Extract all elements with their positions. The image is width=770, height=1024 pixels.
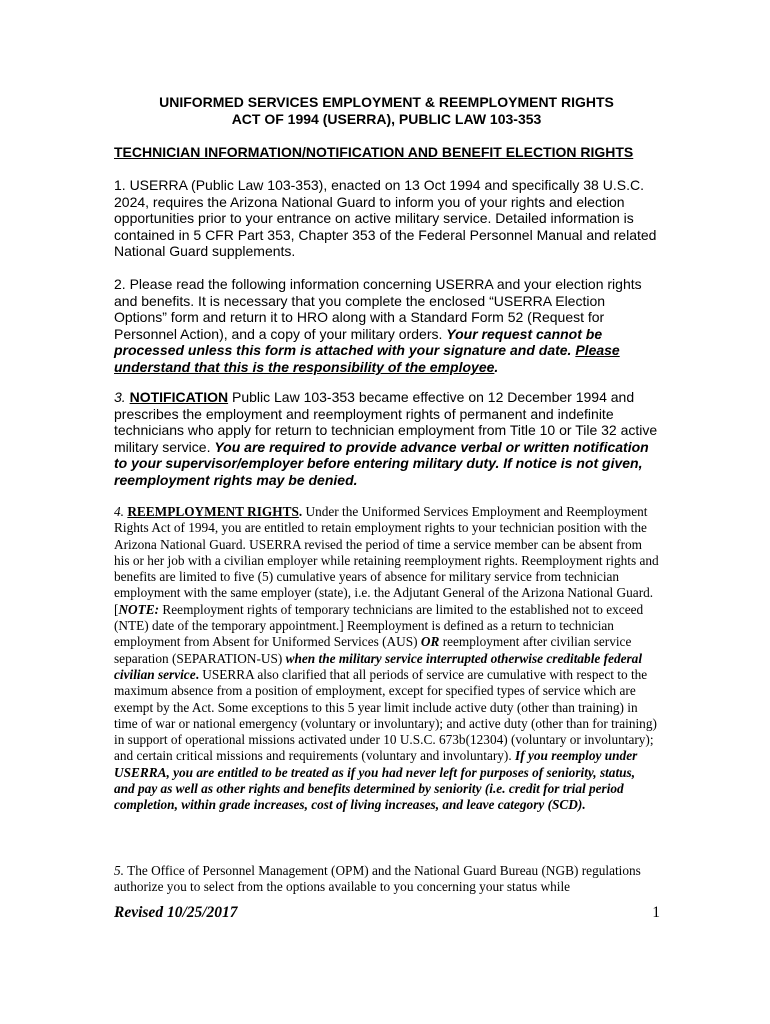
paragraph-2-responsibility: Please understand that this is the responsibility of the employee <box>114 342 620 375</box>
document-title <box>114 94 659 127</box>
paragraph-2-warning: Your request cannot be processed unless this form is attached with your signature and date. <box>114 325 603 359</box>
paragraph-5 <box>114 863 659 896</box>
paragraph-2-text: 2. Please read the following information concerning USERRA and your election rights and benefits. It is necessary that you complete the enclosed “USERRA Election Options” form and return it to HRO along with a Standard Form 52 (Request for Personnel Action), and a copy of your military orders. <box>114 276 642 342</box>
paragraph-4 <box>114 504 659 814</box>
paragraph-5-number: 5. <box>114 863 124 878</box>
title-line-1: UNIFORMED SERVICES EMPLOYMENT & REEMPLOYMENT RIGHTS <box>159 94 614 110</box>
paragraph-2-end: . <box>494 358 499 375</box>
paragraph-1: 1. USERRA (Public Law 103-353), enacted on 13 Oct 1994 and specifically 38 U.S.C. 2024, requires the Arizona National Guard to inform you of your rights and election opportunities prior to your entrance on active military service. Detailed information is contained in 5 CFR Part 353, Chapter 353 of the Federal Personnel Manual and related National Guard supplements. <box>114 177 657 260</box>
paragraph-3-number: 3. <box>114 389 126 405</box>
paragraph-3-warning: You are required to provide advance verbal or written notification to your supervisor/employer before entering military duty. If notice is not given, reemployment rights may be denied. <box>114 438 649 488</box>
paragraph-4-text-2: Reemployment rights of temporary technicians are limited to the established not to exceed (NTE) date of the temporary appointment.] Reemployment is defined as a return to technician employment from Absent for Uniformed Services (AUS) <box>114 601 644 650</box>
paragraph-4-text-3: reemployment after civilian service separation (SEPARATION-US) <box>114 634 632 666</box>
paragraph-4-number: 4. <box>114 504 124 519</box>
paragraph-3-text: Public Law 103-353 became effective on 12 December 1994 and prescribes the employment and reemployment rights of permanent and indefinite technicians who apply for return to technician employment from Title 10 or Tile 32 active military service. <box>114 389 658 455</box>
notification-label: NOTIFICATION <box>129 389 229 405</box>
paragraph-4-text-1: Under the Uniformed Services Employment and Reemployment Rights Act of 1994, you are entitled to retain employment rights to your technician position with the Arizona National Guard. USERRA revised the period of time a service member can be absent from his or her job with a civilian employer while retaining reemployment rights. Reemployment rights and benefits are limited to five (5) cumulative years of absence for military service from technician employment with the same employer (state), i.e. the Adjutant General of the Arizona National Guard. [ <box>114 504 659 617</box>
paragraph-2 <box>114 276 659 376</box>
paragraph-4-emphasis-1: when the military service interrupted otherwise creditable federal civilian service <box>114 650 643 682</box>
revision-date: Revised 10/25/2017 <box>114 904 238 921</box>
page-number: 1 <box>652 904 660 921</box>
reemployment-rights-label-end: . <box>298 504 303 519</box>
paragraph-3 <box>114 389 659 489</box>
paragraph-4-emphasis-2: If you reemploy under USERRA, you are entitled to be treated as if you had never left for purposes of seniority, status, and pay as well as other rights and benefits determined by seniority (i.e. credit for trial period completion, within grade increases, cost of living increases, and leave category (SCD). <box>114 748 638 813</box>
paragraph-4-emphasis-1-end: . <box>195 666 199 682</box>
paragraph-5-text: The Office of Personnel Management (OPM) and the National Guard Bureau (NGB) regulations authorize you to select from the options available to you concerning your status while <box>114 863 641 895</box>
section-heading: TECHNICIAN INFORMATION/NOTIFICATION AND BENEFIT ELECTION RIGHTS <box>114 144 634 160</box>
reemployment-rights-label: REEMPLOYMENT RIGHTS <box>127 504 299 519</box>
paragraph-4-text-4: USERRA also clarified that all periods of service are cumulative with respect to the maximum absence from a position of employment, except for specified types of service which are exempt by the Act. Some exceptions to this 5 year limit include active duty (other than training) in time of war or national emergency (voluntary or involuntary); and active duty (other than for training) in support of operational missions activated under 10 U.S.C. 673b(12304) (voluntary or involuntary); and certain critical missions and requirements (voluntary and involuntary). <box>114 666 657 764</box>
or-label: OR <box>420 634 440 650</box>
title-line-2: ACT OF 1994 (USERRA), PUBLIC LAW 103-353 <box>231 110 542 127</box>
note-label: NOTE: <box>118 601 160 617</box>
